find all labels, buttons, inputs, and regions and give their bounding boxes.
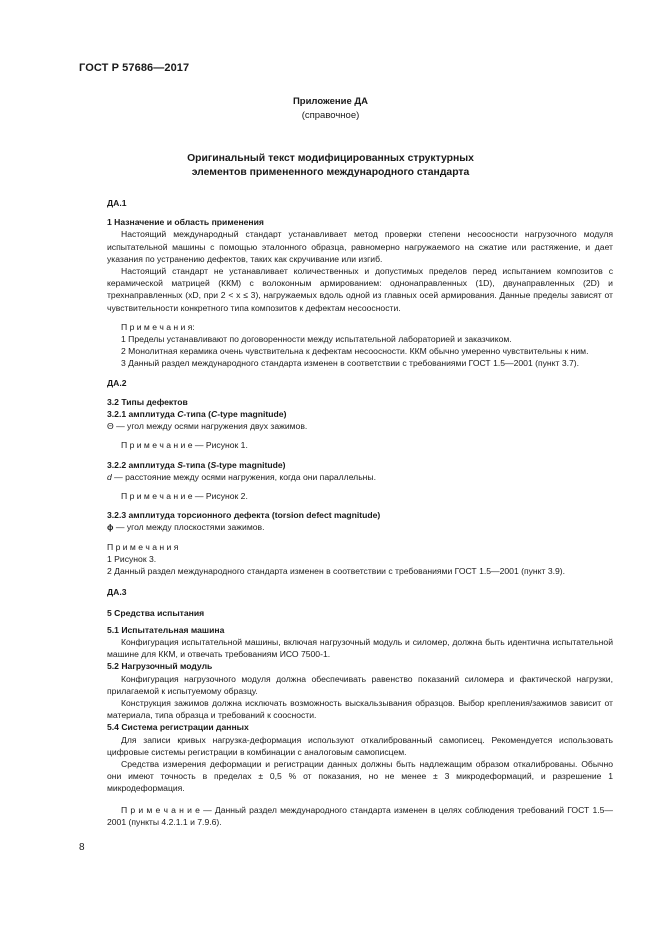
notes-title: П р и м е ч а н и я: [107, 541, 179, 552]
note: 3 Данный раздел международного стандарта изменен в соответствии с требованиями ГОСТ 1.5—2001 (пункт 3.7).: [121, 358, 580, 369]
notes-title: П р и м е ч а н и я:: [121, 321, 195, 332]
note: 1 Рисунок 3.: [107, 553, 157, 564]
section-heading: 5 Средства испытания: [107, 608, 205, 619]
section-heading: 1 Назначение и область применения: [107, 217, 264, 228]
subsection-heading: 5.1 Испытательная машина: [107, 624, 225, 635]
note: П р и м е ч а н и е — Рисунок 2.: [121, 491, 248, 502]
term-definition: Θ — угол между осями нагружения двух зажимов.: [107, 421, 308, 432]
section-label-da2: ДА.2: [107, 377, 127, 388]
section-heading: 3.2 Типы дефектов: [107, 396, 188, 407]
note: П р и м е ч а н и е — Рисунок 1.: [121, 440, 248, 451]
page-title-line1: Оригинальный текст модифицированных структурных: [187, 153, 474, 164]
appendix-label: Приложение ДА: [292, 96, 369, 107]
section-label-da3: ДА.3: [107, 587, 127, 598]
term-heading-c-type: 3.2.1 амплитуда С-типа (C-type magnitude): [107, 409, 287, 420]
standard-designation: ГОСТ Р 57686—2017: [79, 62, 190, 74]
subsection-heading: 5.2 Нагрузочный модуль: [107, 661, 213, 672]
appendix-note: (справочное): [301, 110, 360, 121]
page-title-line2: элементов примененного международного стандарта: [191, 167, 470, 178]
note: 2 Монолитная керамика очень чувствительна к дефектам несоосности. ККМ обычно умеренно чувствительны к ним.: [121, 346, 589, 357]
term-heading-s-type: 3.2.2 амплитуда S-типа (S-type magnitude): [107, 459, 286, 470]
paragraph: Конфигурация испытательной машины, включая нагрузочный модуль и силомер, должна быть идентична испытательной машине для ККМ, и отвечать требованиям ИСО 7500-1.: [107, 636, 613, 660]
page-number: 8: [79, 842, 85, 853]
section-label-da1: ДА.1: [107, 198, 127, 208]
subsection-heading: 5.4 Система регистрации данных: [107, 722, 249, 733]
note: П р и м е ч а н и е — Данный раздел международного стандарта изменен в целях соблюдения требований ГОСТ 1.5—2001 (пункты 4.2.1.1 и 7.9.6).: [107, 804, 613, 827]
paragraph: Настоящий международный стандарт устанавливает метод проверки степени несоосности нагрузочного модуля испытательной машины с помощью эталонного образца, равномерно нагружаемого на сжатие или растяжение, и дает указания по устранению дефектов, таких как скручивание или изгиб.: [107, 229, 613, 264]
note: 2 Данный раздел международного стандарта изменен в соответствии с требованиями ГОСТ 1.5—2001 (пункт 3.9).: [107, 566, 566, 577]
term-definition: ϕ — угол между плоскостями зажимов.: [107, 522, 265, 533]
paragraph: Конструкция зажимов должна исключать возможность выскальзывания образцов. Выбор крепления/зажимов зависит от материала, типа образца и требований к соосности.: [107, 697, 613, 721]
paragraph: Настоящий стандарт не устанавливает количественных и допустимых пределов перед испытанием композитов с керамической матрицей (ККМ) с волоконным армированием: однонаправленных (1D), двунаправленных (2D) и трехнаправленных (xD, при 2 < x ≤ 3), нагружаемых вдоль одной из главных осей армирования. Данные пределы зависят от чувствительности конкретного типа композитов к дефектам несоосности.: [107, 266, 613, 313]
term-heading-torsion: 3.2.3 амплитуда торсионного дефекта (torsion defect magnitude): [107, 510, 381, 521]
paragraph: Конфигурация нагрузочного модуля должна обеспечивать равенство показаний силомера и фактической нагрузки, прилагаемой к испытуемому образцу.: [107, 673, 613, 696]
document-body: [107, 197, 613, 828]
term-definition: d — расстояние между осями нагружения, когда они параллельны.: [107, 471, 376, 482]
paragraph: Средства измерения деформации и регистрации данных должны быть надлежащим образом откалиброваны. Обычно они имеют точность в пределах ± 0,5 % от показания, но не менее ± 3 микродеформаций, и разрешение 1 микродеформация.: [107, 758, 613, 794]
note: 1 Пределы устанавливают по договоренности между испытательной лабораторией и заказчиком.: [121, 334, 512, 345]
paragraph: Для записи кривых нагрузка-деформация используют откалиброванный самописец. Рекомендуется использовать цифровые системы регистрации в комбинации с аналоговым самописцем.: [107, 734, 613, 757]
